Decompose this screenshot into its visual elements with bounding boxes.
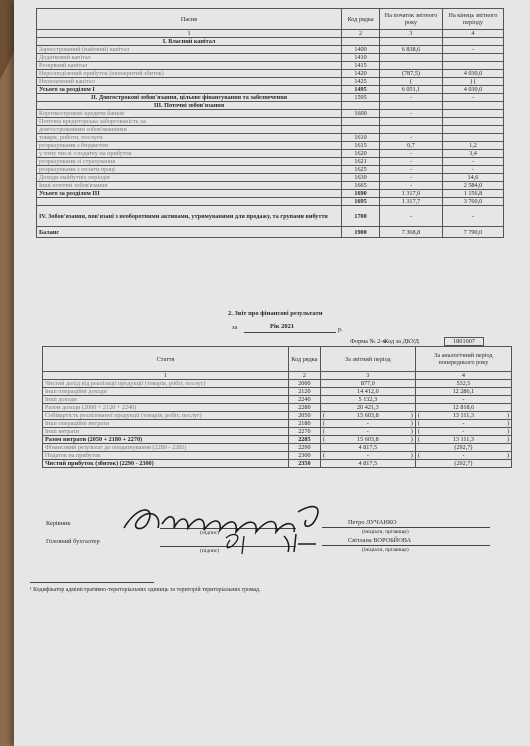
table-row <box>37 150 504 158</box>
row-end: 1,2 <box>442 142 503 150</box>
row-previous <box>415 396 511 404</box>
row-current <box>320 396 415 404</box>
row-code: 1615 <box>342 142 380 150</box>
table-row <box>37 174 504 182</box>
table-row <box>43 404 512 412</box>
row-current <box>320 460 415 468</box>
row-current: ( ) 15 603,8 <box>320 436 415 444</box>
row-current <box>320 404 415 412</box>
table-row <box>37 190 504 198</box>
row-code: 1415 <box>342 62 380 70</box>
table-row <box>37 86 504 94</box>
head-name-caption: (ініціали, прізвище) <box>362 529 409 535</box>
row-code: 1625 <box>342 166 380 174</box>
row-previous: ( ) 13 111,3 <box>415 412 511 420</box>
table-row <box>43 380 512 388</box>
cell-value: 12 818,6 <box>452 404 475 411</box>
total-row <box>37 227 504 238</box>
row-label: Нерозподілений прибуток (непокритий збиток) <box>37 70 342 78</box>
cell-value: 15 603,8 <box>357 412 379 419</box>
row-end: - <box>442 206 503 227</box>
row-start: ( <box>380 78 443 86</box>
row-start: 6 051,1 <box>380 86 443 94</box>
cell-value: - <box>462 420 465 427</box>
row-code: 2120 <box>288 388 320 396</box>
row-start <box>380 126 443 134</box>
idx-cell: 3 <box>380 30 443 38</box>
row-current: ( ) - <box>320 420 415 428</box>
row-code <box>342 126 380 134</box>
row-code: 1495 <box>342 86 380 94</box>
row-end: 7 790,0 <box>442 227 503 238</box>
header-item: Стаття <box>43 347 289 372</box>
table-row <box>43 388 512 396</box>
section-row <box>37 38 504 46</box>
row-label: Інші доходи <box>43 396 289 404</box>
section-row <box>37 102 504 110</box>
idx-cell: 1 <box>37 30 342 38</box>
form-label: Форма № 2-м <box>350 338 387 345</box>
row-end: 2 584,0 <box>442 182 503 190</box>
row-code: 1610 <box>342 134 380 142</box>
row-code: 1630 <box>342 174 380 182</box>
idx-cell: 4 <box>442 30 503 38</box>
index-row <box>37 30 504 38</box>
row-current <box>320 388 415 396</box>
header-previous: За аналогічний період попереднього року <box>415 347 511 372</box>
row-code: 1690 <box>342 190 380 198</box>
cell-value: 14 412,0 <box>357 388 379 395</box>
cell-value: 5 132,3 <box>358 396 378 403</box>
header-code: Код рядка <box>342 9 380 30</box>
row-start: - <box>380 182 443 190</box>
row-label: Неоплачений капітал <box>37 78 342 86</box>
row-label: Інші поточні зобов'язання <box>37 182 342 190</box>
row-previous <box>415 404 511 412</box>
period-suffix: р. <box>338 326 343 333</box>
row-label: Собівартість реалізованої продукції (товарів, робіт, послуг) <box>43 412 289 420</box>
table-row <box>43 420 512 428</box>
row-label: Зареєстрований (пайовий) капітал <box>37 46 342 54</box>
head-name: Петро ЛУЧАНКО <box>348 519 397 526</box>
row-current <box>320 380 415 388</box>
table-row <box>43 428 512 436</box>
table-row <box>37 158 504 166</box>
section-title: I. Власний капітал <box>37 38 342 46</box>
row-code: 2290 <box>288 444 320 452</box>
row-start: 0,7 <box>380 142 443 150</box>
row-code: 2285 <box>288 436 320 444</box>
cell-value: - <box>462 396 465 403</box>
row-previous: ( ) 13 111,3 <box>415 436 511 444</box>
row-end: - <box>442 94 503 102</box>
cell-value: 15 603,8 <box>357 436 379 443</box>
row-end: 4 030,0 <box>442 86 503 94</box>
table-row <box>37 62 504 70</box>
table-row <box>43 452 512 460</box>
idx-cell: 2 <box>288 372 320 380</box>
cell-value: 4 817,5 <box>358 444 378 451</box>
row-end <box>442 126 503 134</box>
header-liabilities: Пасив <box>37 9 342 30</box>
table-row <box>37 110 504 118</box>
row-label: Разом доходи (2000 + 2120 + 2240) <box>43 404 289 412</box>
index-row <box>43 372 512 380</box>
row-code <box>342 118 380 126</box>
header-code: Код рядка <box>288 347 320 372</box>
row-code: 1620 <box>342 150 380 158</box>
table-row <box>37 198 504 206</box>
idx-cell: 3 <box>320 372 415 380</box>
row-code: 2180 <box>288 420 320 428</box>
row-code: 1700 <box>342 206 380 227</box>
row-previous: ( ) - <box>415 452 511 460</box>
head-label: Керівник <box>46 520 71 527</box>
cell-value: - <box>366 428 369 435</box>
row-label: товари, роботи, послуги <box>37 134 342 142</box>
row-start <box>380 62 443 70</box>
balance-liabilities-table <box>36 8 504 238</box>
row-start: (787,5) <box>380 70 443 78</box>
row-code: 2270 <box>288 428 320 436</box>
accountant-label: Головний бухгалтер <box>46 538 100 545</box>
row-code: 2300 <box>288 452 320 460</box>
table-row <box>37 182 504 190</box>
row-start: 7 368,8 <box>380 227 443 238</box>
row-label: Чистий дохід від реалізації продукції (товарів, робіт, послуг) <box>43 380 289 388</box>
table-header-row <box>37 9 504 30</box>
row-label: Доходи майбутніх періодів <box>37 174 342 182</box>
report-title: 2. Звіт про фінансові результати <box>228 310 323 317</box>
table-row <box>43 412 512 420</box>
cell-value: 13 111,3 <box>452 436 475 443</box>
accountant-signature-caption: (підпис) <box>200 548 220 554</box>
row-start: - <box>380 134 443 142</box>
row-code: 2350 <box>288 460 320 468</box>
row-end: ) ( <box>442 78 503 86</box>
row-label: довгостроковими зобов'язаннями <box>37 126 342 134</box>
row-code: 1621 <box>342 158 380 166</box>
row-end: 4 030,0 <box>442 70 503 78</box>
row-end: - <box>442 46 503 54</box>
row-code: 1410 <box>342 54 380 62</box>
period-prefix: за <box>232 324 238 331</box>
idx-cell: 1 <box>43 372 289 380</box>
row-code: 2000 <box>288 380 320 388</box>
row-label: Інші операційні доходи <box>43 388 289 396</box>
footnote: ¹ Кодифікатор адміністративно-територіальних одиниць та територій територіальних громад. <box>30 587 261 593</box>
row-start: - <box>380 206 443 227</box>
row-previous <box>415 460 511 468</box>
section-title: IV. Зобов'язання, пов'язані з необоротними активами, утримуваними для продажу, та групами вибуття <box>37 206 342 227</box>
row-label: Баланс <box>37 227 342 238</box>
table-row <box>37 134 504 142</box>
row-end <box>442 62 503 70</box>
row-label: Усього за розділом I <box>37 86 342 94</box>
section-title: III. Поточні зобов'язання <box>37 102 342 110</box>
row-end <box>442 54 503 62</box>
row-start: - <box>380 166 443 174</box>
table-row <box>43 396 512 404</box>
accountant-name: Світлана ВОРОБЙОВА <box>348 537 412 544</box>
row-start <box>380 54 443 62</box>
row-label: Інші операційні витрати <box>43 420 289 428</box>
row-label: Додатковий капітал <box>37 54 342 62</box>
row-code: 2280 <box>288 404 320 412</box>
table-row <box>37 70 504 78</box>
row-label: у тому числі з податку на прибуток <box>37 150 342 158</box>
idx-cell: 2 <box>342 30 380 38</box>
table-row <box>37 142 504 150</box>
row-previous: ( ) - <box>415 428 511 436</box>
financial-results-table <box>42 346 512 468</box>
table-row <box>37 54 504 62</box>
row-start: - <box>380 158 443 166</box>
row-current: ( ) - <box>320 452 415 460</box>
row-code: 2050 <box>288 412 320 420</box>
cell-value: 877,0 <box>360 380 375 387</box>
table-row <box>43 436 512 444</box>
handwritten-signature <box>118 494 343 556</box>
row-start: 1 317,0 <box>380 190 443 198</box>
row-label: Чистий прибуток (збиток) (2290 - 2300) <box>43 460 289 468</box>
table-row <box>37 166 504 174</box>
header-start: На початок звітного року <box>380 9 443 30</box>
row-end: - <box>442 158 503 166</box>
row-start: - <box>380 174 443 182</box>
row-label: розрахунками з бюджетом <box>37 142 342 150</box>
row-previous <box>415 388 511 396</box>
row-previous <box>415 380 511 388</box>
row-label: Разом витрати (2050 + 2180 + 2270) <box>43 436 289 444</box>
row-start: 6 838,6 <box>380 46 443 54</box>
table-header-row <box>43 347 512 372</box>
header-current: За звітний період <box>320 347 415 372</box>
row-label: Усього за розділом III <box>37 190 342 198</box>
row-end <box>442 110 503 118</box>
row-start: 1 317,7 <box>380 198 443 206</box>
row-end: 1 156,8 <box>442 190 503 198</box>
table-row <box>43 444 512 452</box>
cell-value: 13 111,3 <box>452 412 475 419</box>
idx-cell: 4 <box>415 372 511 380</box>
row-code: 1400 <box>342 46 380 54</box>
row-end <box>442 118 503 126</box>
row-current <box>320 444 415 452</box>
table-row <box>37 46 504 54</box>
table-row <box>37 126 504 134</box>
section-row <box>37 206 504 227</box>
table-row <box>37 78 504 86</box>
cell-value: 12 286,1 <box>452 388 475 395</box>
row-label: Резервний капітал <box>37 62 342 70</box>
table-row <box>37 118 504 126</box>
cell-value: (292,7) <box>454 444 473 451</box>
row-label <box>37 198 342 206</box>
row-start: - <box>380 150 443 158</box>
cell-value: 532,5 <box>456 380 471 387</box>
row-code: 1420 <box>342 70 380 78</box>
cell-value: 4 817,5 <box>358 460 378 467</box>
row-end: 3,4 <box>442 150 503 158</box>
cell-value: - <box>462 452 465 459</box>
cell-value: - <box>366 420 369 427</box>
row-code: 1665 <box>342 182 380 190</box>
row-end <box>442 134 503 142</box>
header-end: На кінець звітного періоду <box>442 9 503 30</box>
accountant-name-caption: (ініціали, прізвище) <box>362 547 409 553</box>
dkud-code: 1801007 <box>444 337 484 346</box>
row-end: 14,6 <box>442 174 503 182</box>
section-row <box>37 94 504 102</box>
row-code: 1900 <box>342 227 380 238</box>
row-code: 1595 <box>342 94 380 102</box>
row-current: ( ) - <box>320 428 415 436</box>
row-code: 1425 <box>342 78 380 86</box>
row-label: Поточна кредиторська заборгованість за: <box>37 118 342 126</box>
row-code: 1600 <box>342 110 380 118</box>
row-label: розрахунками зі страхування <box>37 158 342 166</box>
cell-value: 20 421,3 <box>357 404 379 411</box>
cell-value: (292,7) <box>454 460 473 467</box>
table-row <box>43 460 512 468</box>
row-previous: ( ) - <box>415 420 511 428</box>
row-end: - <box>442 166 503 174</box>
period-value: Рік 2021 <box>270 323 295 330</box>
dkud-label: Код за ДКУД <box>384 338 419 345</box>
row-current: ( ) 15 603,8 <box>320 412 415 420</box>
row-code: 1695 <box>342 198 380 206</box>
row-end: 3 760,0 <box>442 198 503 206</box>
row-label: Податок на прибуток <box>43 452 289 460</box>
row-start <box>380 118 443 126</box>
row-label: розрахунками з оплати праці <box>37 166 342 174</box>
row-start: - <box>380 110 443 118</box>
cell-value: - <box>366 452 369 459</box>
row-label: Фінансовий результат до оподаткування (2280 - 2285) <box>43 444 289 452</box>
section-title: II. Довгострокові зобов'язання, цільове фінансування та забезпечення <box>37 94 342 102</box>
head-signature-caption: (підпис) <box>200 530 220 536</box>
row-previous <box>415 444 511 452</box>
row-start: - <box>380 94 443 102</box>
row-label: Інші витрати <box>43 428 289 436</box>
row-code: 2240 <box>288 396 320 404</box>
row-label: Короткострокові кредити банків <box>37 110 342 118</box>
cell-value: - <box>462 428 465 435</box>
